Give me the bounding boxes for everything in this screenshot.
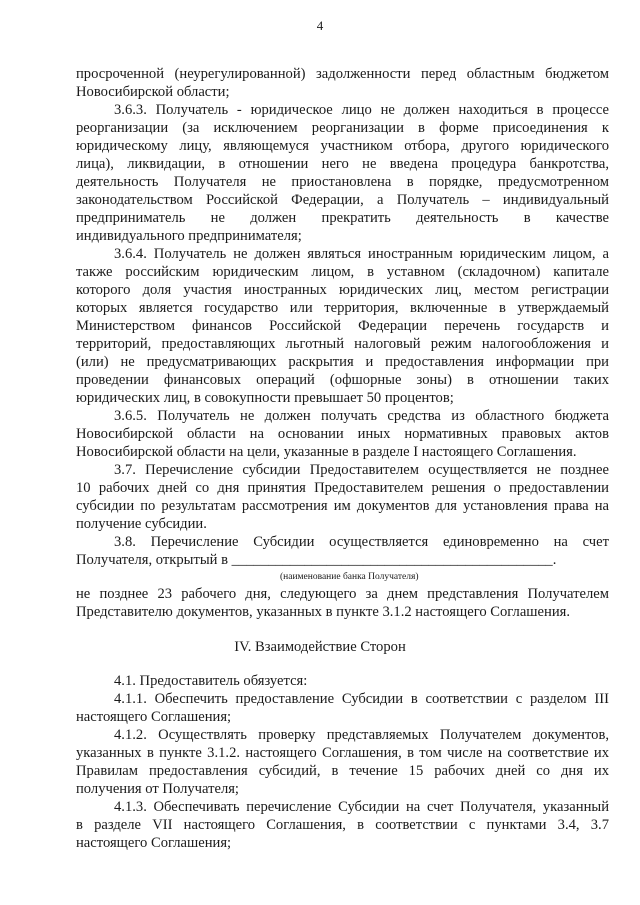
text-line: 3.6.5. Получатель не должен получать средства из областного бюджета [114, 408, 609, 424]
section-heading: IV. Взаимодействие Сторон [234, 639, 406, 655]
text-line: которых является государство или территория, включенные в утверждаемый [76, 300, 609, 316]
text-line: проведении финансовых операций (офшорные зоны) в отношении таких [76, 372, 609, 388]
text-line: юридическому лицу, являющемуся участником отбора, другого юридического [76, 138, 609, 154]
page-number: 4 [316, 18, 324, 33]
text-line: просроченной (неурегулированной) задолженности перед областным бюджетом [76, 66, 609, 82]
text-line: 10 рабочих дней со дня принятия Предоставителем решения о предоставлении [76, 480, 609, 496]
text-line: индивидуального предпринимателя; [76, 228, 302, 244]
text-line: которого доля участия иностранных юридических лиц, местом регистрации [76, 282, 609, 298]
text-line: в разделе VII настоящего Соглашения, в соответствии с пунктами 3.4, 3.7 [76, 817, 609, 833]
text-line: не позднее 23 рабочего дня, следующего за днем представления Получателем [76, 586, 609, 602]
text-line: Получателя, открытый в ____________________________________________. [76, 552, 557, 568]
text-line: 3.7. Перечисление субсидии Предоставителем осуществляется не позднее [114, 462, 609, 478]
text-line: деятельность Получателя не приостановлена в порядке, предусмотренном [76, 174, 609, 190]
text-line: реорганизации (за исключением реорганизации в форме присоединения к [76, 120, 609, 136]
text-line: указанных в пункте 3.1.2. настоящего Соглашения, в том числе на соответствие их [76, 745, 609, 761]
text-line: Новосибирской области; [76, 84, 230, 100]
text-line: Министерством финансов Российской Федерации перечень государств и [76, 318, 609, 334]
text-line: Новосибирской области на цели, указанные в разделе I настоящего Соглашения. [76, 444, 577, 460]
text-line: территорий, предоставляющих льготный налоговый режим налогообложения и [76, 336, 609, 352]
text-line: настоящего Соглашения; [76, 835, 232, 851]
text-line: Правилам предоставления субсидий, в течение 15 рабочих дней со дня их [76, 763, 609, 779]
text-line: 3.6.4. Получатель не должен являться иностранным юридическим лицом, а [114, 246, 609, 262]
text-line: субсидии по результатам рассмотрения им документов для установления права на [76, 498, 609, 514]
text-line: Новосибирской области на основании иных нормативных правовых актов [76, 426, 609, 442]
text-line: получение субсидии. [76, 516, 207, 532]
text-line: получения от Получателя; [76, 781, 239, 797]
bank-name-caption: (наименование банка Получателя) [280, 572, 419, 582]
text-line: 4.1.2. Осуществлять проверку представляемых Получателем документов, [114, 727, 609, 743]
text-line: законодательством Российской Федерации, а Получатель – индивидуальный [76, 192, 609, 208]
text-line: 4.1. Предоставитель обязуется: [114, 673, 308, 689]
text-line: юридических лиц, в совокупности превышает 50 процентов; [76, 390, 454, 406]
text-line: также российским юридическим лицом, в уставном (складочном) капитале [76, 264, 609, 280]
text-line: 3.6.3. Получатель - юридическое лицо не должен находиться в процессе [114, 102, 609, 118]
text-line: настоящего Соглашения; [76, 709, 232, 725]
text-line: 4.1.1. Обеспечить предоставление Субсидии в соответствии с разделом III [114, 691, 609, 707]
text-line: 4.1.3. Обеспечивать перечисление Субсидии на счет Получателя, указанный [114, 799, 609, 815]
text-line: лица), ликвидации, в отношении него не введена процедура банкротства, [76, 156, 609, 172]
text-line: Представителю документов, указанных в пункте 3.1.2 настоящего Соглашения. [76, 604, 570, 620]
text-line: предприниматель не должен прекратить деятельность в качестве [76, 210, 609, 226]
text-line: 3.8. Перечисление Субсидии осуществляется единовременно на счет [114, 534, 609, 550]
text-line: (или) не предусматривающих раскрытия и предоставления информации при [76, 354, 609, 370]
